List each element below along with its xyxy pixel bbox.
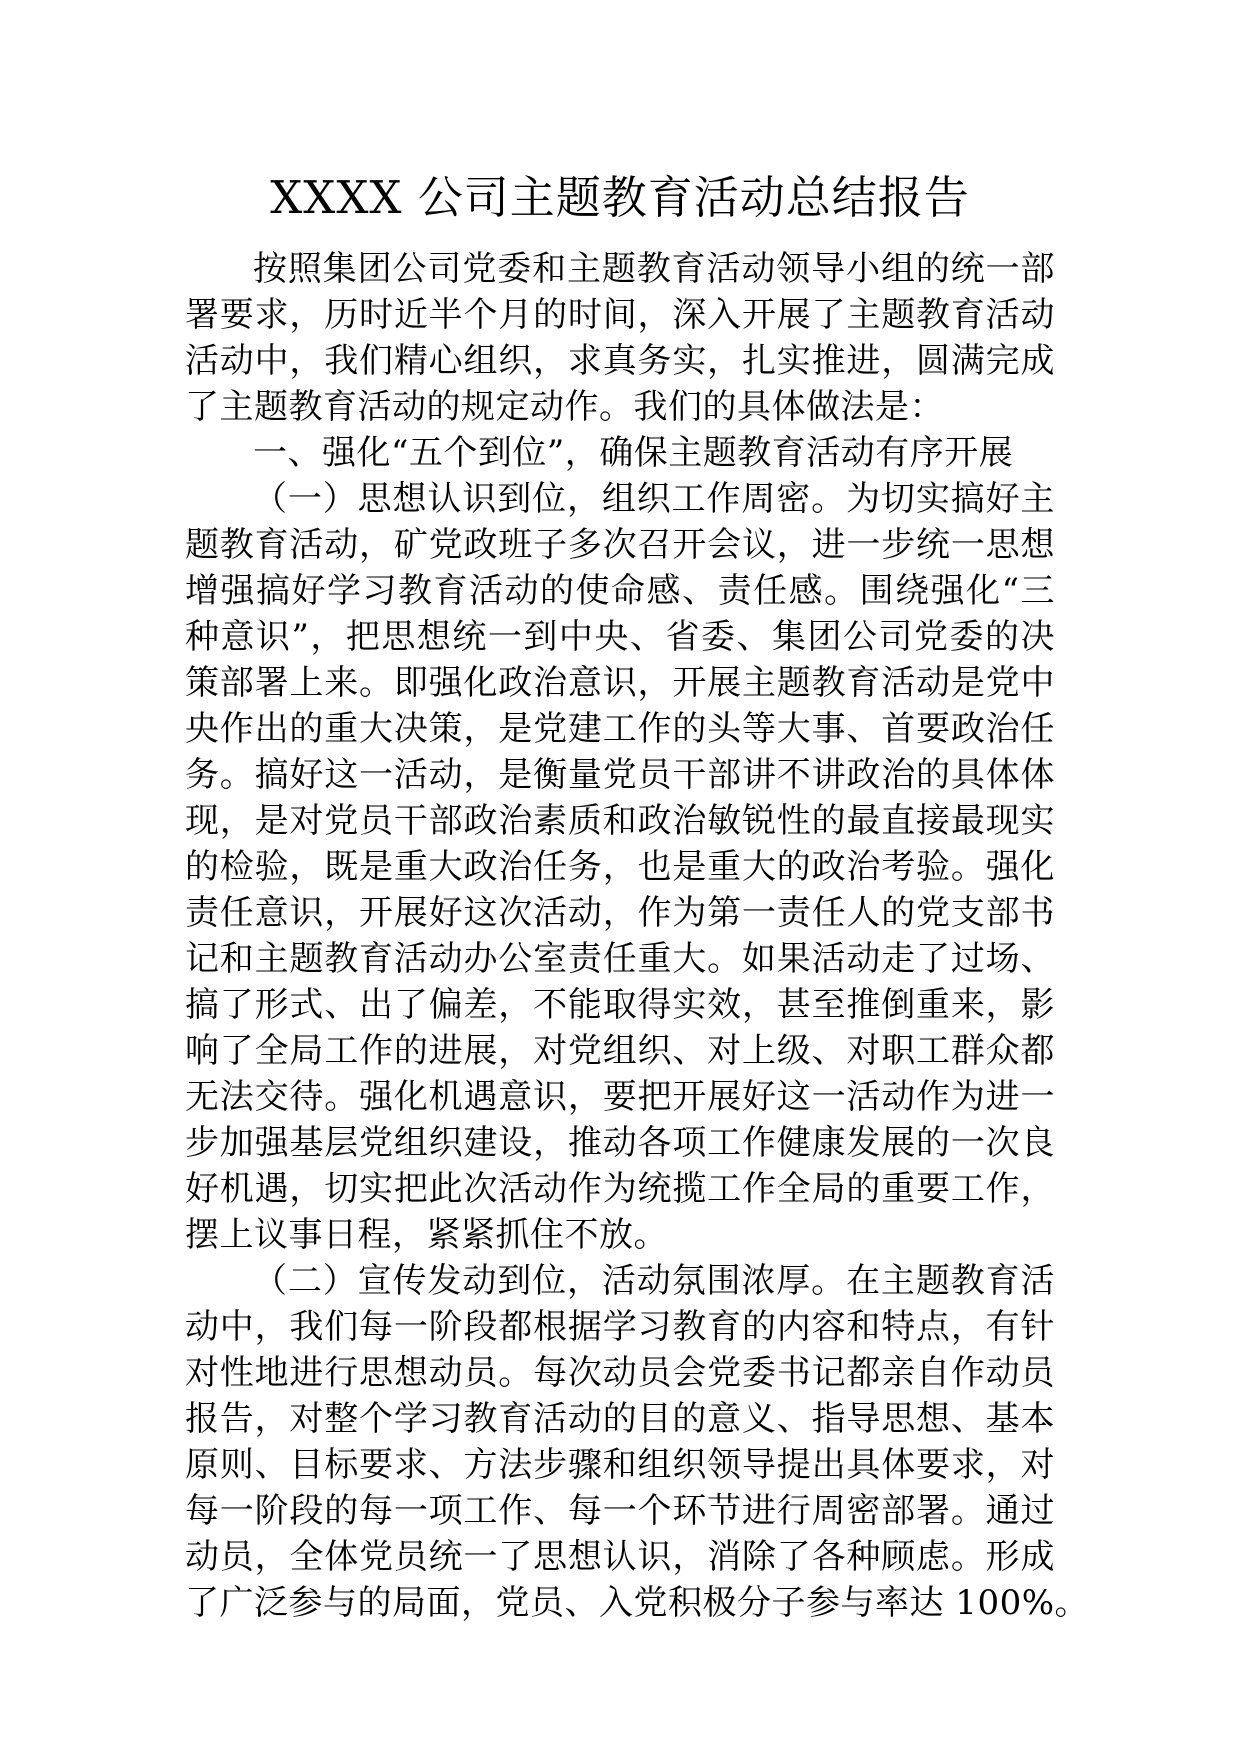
text-line: 题教育活动，矿党政班子多次召开会议，进一步统一思想 — [185, 525, 1055, 565]
text-line: 动员，全体党员统一了思想认识，消除了各种顾虑。形成 — [185, 1537, 1055, 1577]
text-line: 按照集团公司党委和主题教育活动领导小组的统一部 — [253, 249, 1055, 289]
text-line: （二）宣传发动到位，活动氛围浓厚。在主题教育活 — [253, 1261, 1055, 1301]
text-line: 责任意识，开展好这次活动，作为第一责任人的党支部书 — [185, 893, 1055, 933]
paragraph-intro — [185, 246, 1055, 430]
text-line: 策部署上来。即强化政治意识，开展主题教育活动是党中 — [185, 663, 1055, 703]
paragraph-section-2 — [185, 1258, 1090, 1626]
document-title: XXXX 公司主题教育活动总结报告 — [270, 171, 970, 224]
section-heading — [185, 430, 1055, 476]
text-line: 原则、目标要求、方法步骤和组织领导提出具体要求，对 — [185, 1445, 1055, 1485]
text-line: 种意识”，把思想统一到中央、省委、集团公司党委的决 — [185, 617, 1055, 657]
text-line: 活动中，我们精心组织，求真务实，扎实推进，圆满完成 — [185, 341, 1055, 381]
text-line: 无法交待。强化机遇意识，要把开展好这一活动作为进一 — [185, 1077, 1055, 1117]
text-line: 记和主题教育活动办公室责任重大。如果活动走了过场、 — [185, 939, 1055, 979]
text-line: 摆上议事日程，紧紧抓住不放。 — [185, 1215, 668, 1255]
text-line: 央作出的重大决策，是党建工作的头等大事、首要政治任 — [185, 709, 1055, 749]
text-line: 响了全局工作的进展，对党组织、对上级、对职工群众都 — [185, 1031, 1055, 1071]
text-line: 现，是对党员干部政治素质和政治敏锐性的最直接最现实 — [185, 801, 1055, 841]
document-body — [185, 246, 1090, 1626]
text-line: 动中，我们每一阶段都根据学习教育的内容和特点，有针 — [185, 1307, 1055, 1347]
section-heading-text: 一、强化“五个到位”，确保主题教育活动有序开展 — [253, 433, 1014, 473]
text-line: 的检验，既是重大政治任务，也是重大的政治考验。强化 — [185, 847, 1055, 887]
text-line: 了主题教育活动的规定动作。我们的具体做法是： — [185, 387, 944, 427]
paragraph-section-1 — [185, 476, 1055, 1258]
text-line: 步加强基层党组织建设，推动各项工作健康发展的一次良 — [185, 1123, 1055, 1163]
text-line: 务。搞好这一活动，是衡量党员干部讲不讲政治的具体体 — [185, 755, 1055, 795]
text-line: 了广泛参与的局面，党员、入党积极分子参与率达 100%。 — [185, 1583, 1090, 1623]
text-line: 对性地进行思想动员。每次动员会党委书记都亲自作动员 — [185, 1353, 1055, 1393]
text-line: 署要求，历时近半个月的时间，深入开展了主题教育活动 — [185, 295, 1055, 335]
text-line: 报告，对整个学习教育活动的目的意义、指导思想、基本 — [185, 1399, 1055, 1439]
text-line: 好机遇，切实把此次活动作为统揽工作全局的重要工作， — [185, 1169, 1055, 1209]
text-line: 每一阶段的每一项工作、每一个环节进行周密部署。通过 — [185, 1491, 1055, 1531]
text-line: 增强搞好学习教育活动的使命感、责任感。围绕强化“三 — [185, 571, 1055, 611]
text-line: （一）思想认识到位，组织工作周密。为切实搞好主 — [253, 479, 1055, 519]
text-line: 搞了形式、出了偏差，不能取得实效，甚至推倒重来，影 — [185, 985, 1055, 1025]
